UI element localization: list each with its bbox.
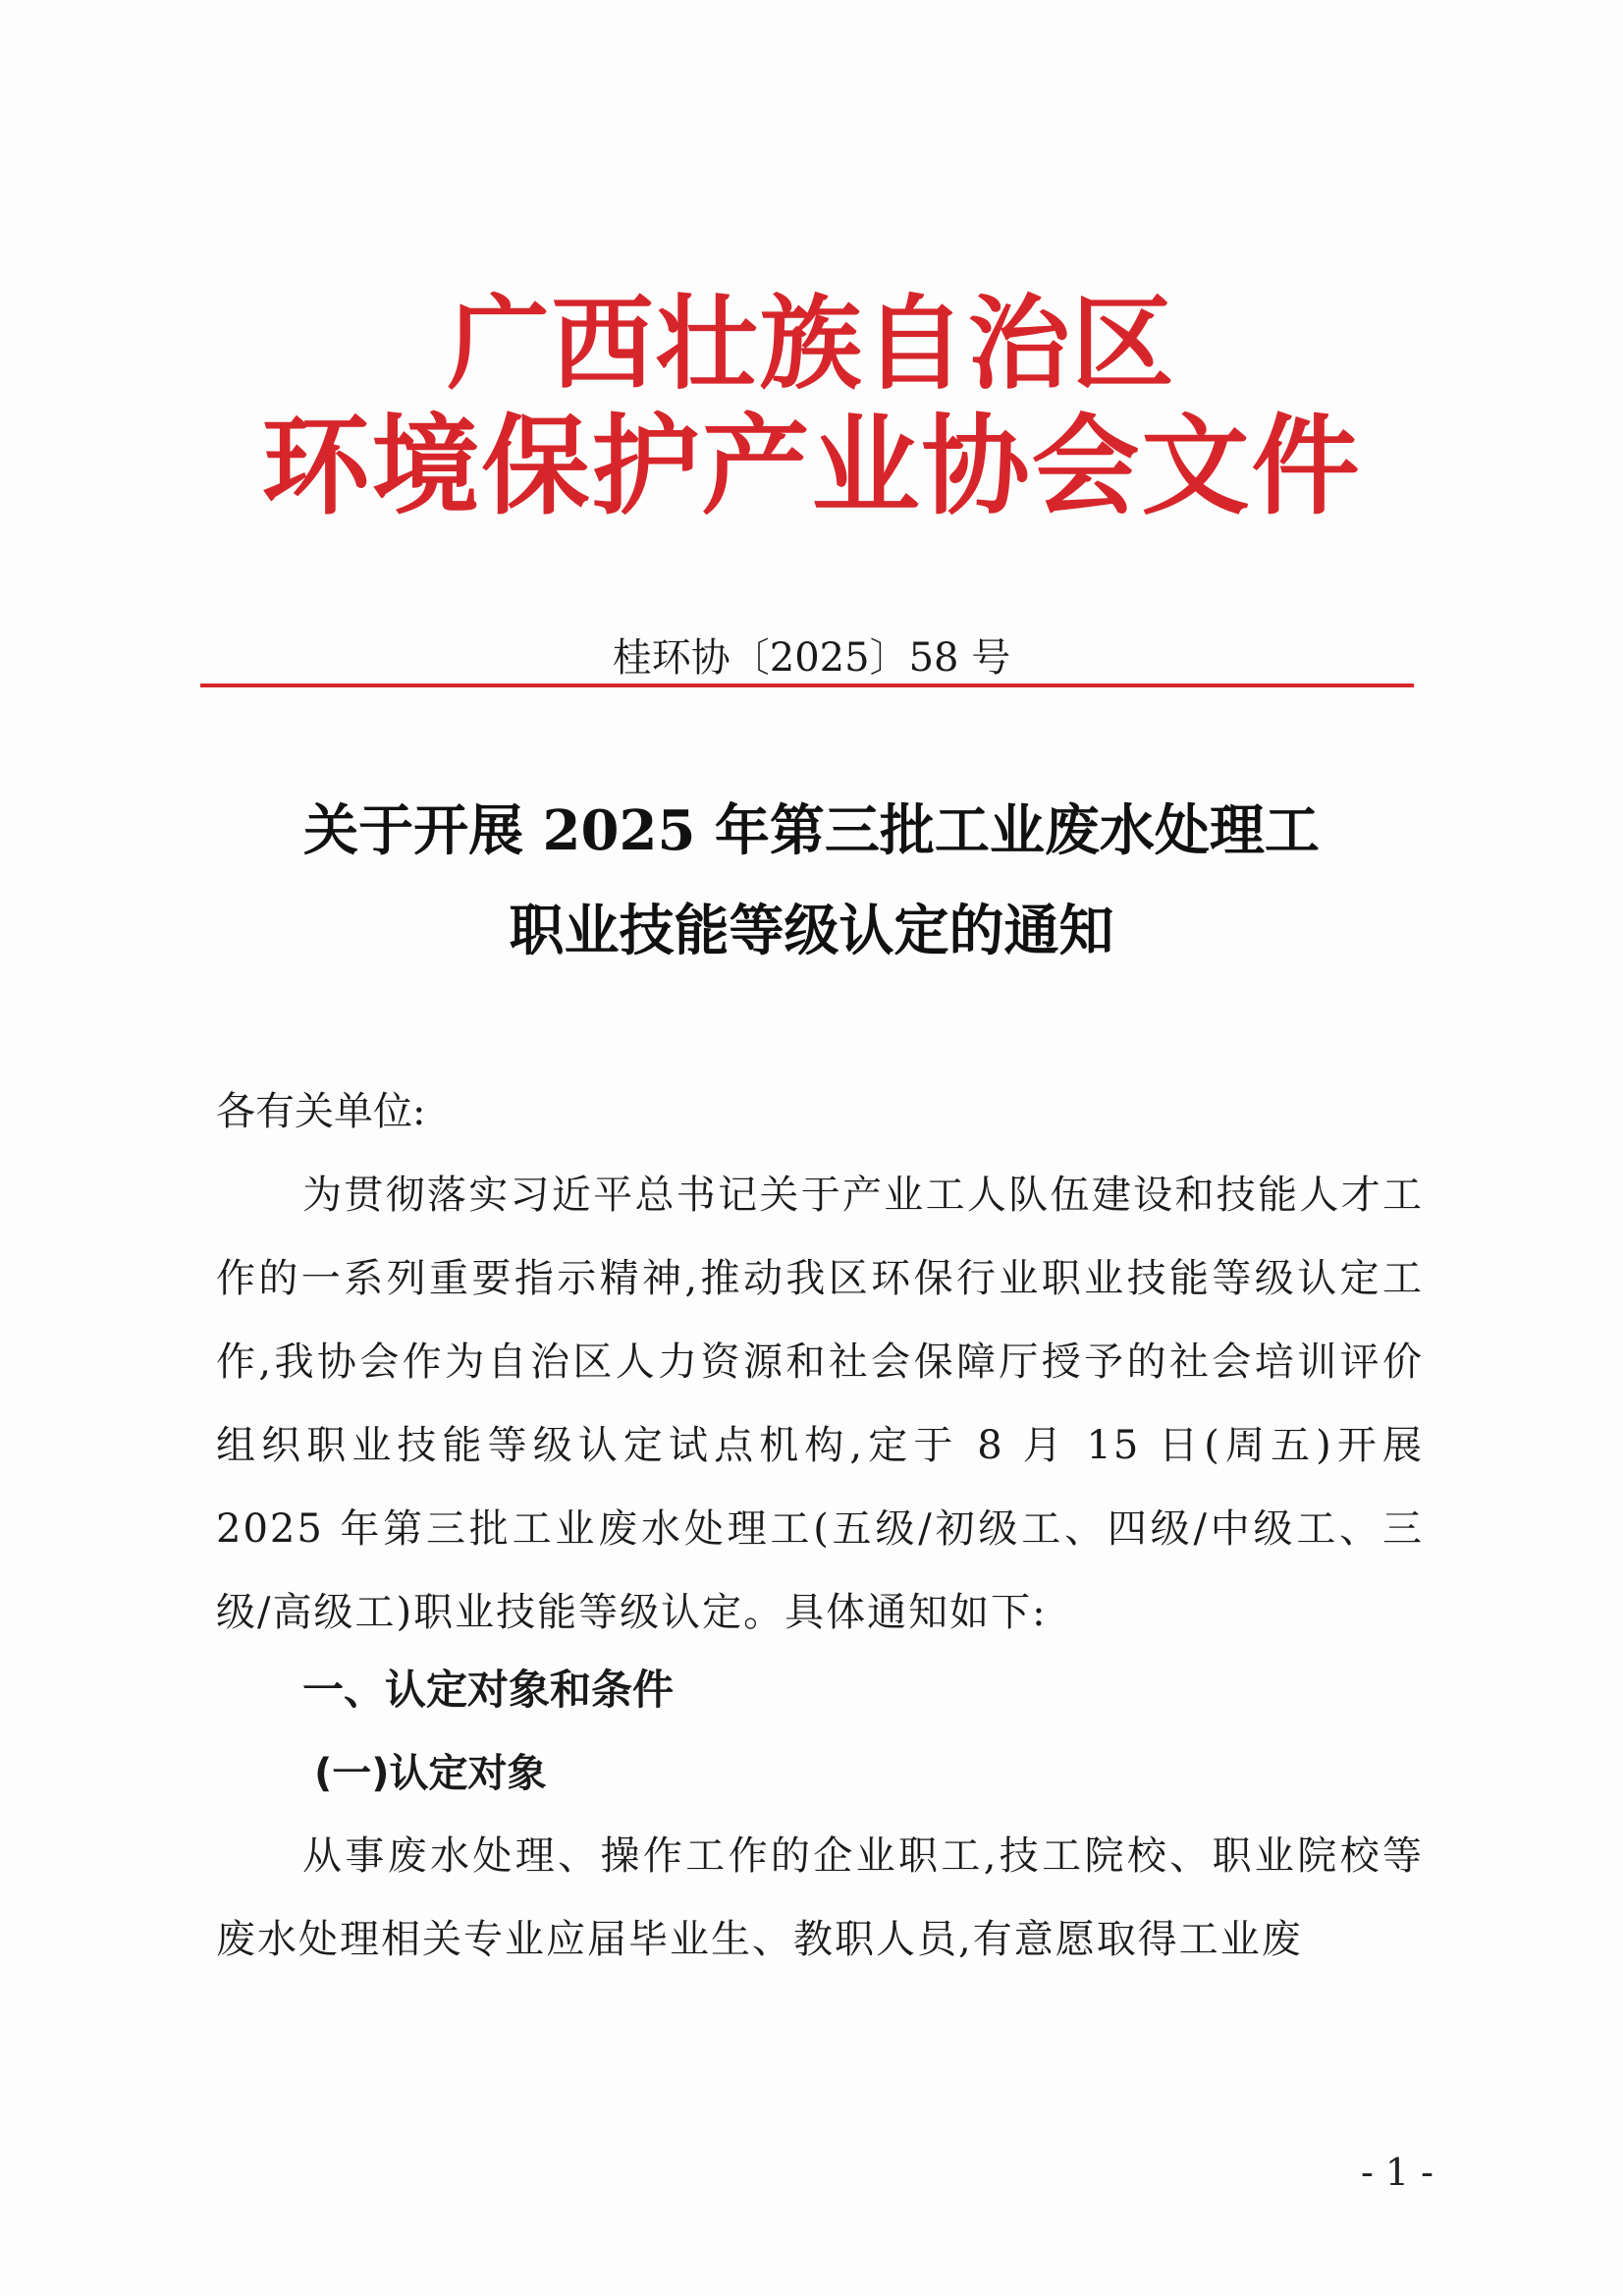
page-number: - 1 - — [1360, 2151, 1434, 2194]
body-paragraph-2: 从事废水处理、操作工作的企业职工,技工院校、职业院校等废水处理相关专业应届毕业生、教职人员,有意愿取得工业废 — [216, 1833, 1424, 1962]
subsection-heading-1: (一)认定对象 — [314, 1751, 547, 1796]
issuer-title-line2: 环境保护产业协会文件 — [261, 403, 1362, 529]
body-paragraph-1: 为贯彻落实习近平总书记关于产业工人队伍建设和技能人才工作的一系列重要指示精神,推动我区环保行业职业技能等级认定工作,我协会作为自治区人力资源和社会保障厅授予的社会培训评价组织职业技能等级认定试点机构,定于 8 月 15 日(周五)开展 2025 年第三批工业废水处理工(五级/初级工、四级/中级工、三级/高级工)职业技能等级认定。具体通知如下: — [216, 1173, 1424, 1635]
section-heading-1: 一、认定对象和条件 — [302, 1666, 675, 1714]
notice-title-line1: 关于开展 2025 年第三批工业废水处理工 — [303, 798, 1320, 863]
notice-title-line2: 职业技能等级认定的通知 — [509, 899, 1114, 963]
salutation: 各有关单位: — [216, 1089, 426, 1134]
red-divider — [200, 683, 1414, 687]
document-number: 桂环协〔2025〕58 号 — [612, 635, 1011, 681]
issuer-title-line1: 广西壮族自治区 — [447, 283, 1176, 404]
